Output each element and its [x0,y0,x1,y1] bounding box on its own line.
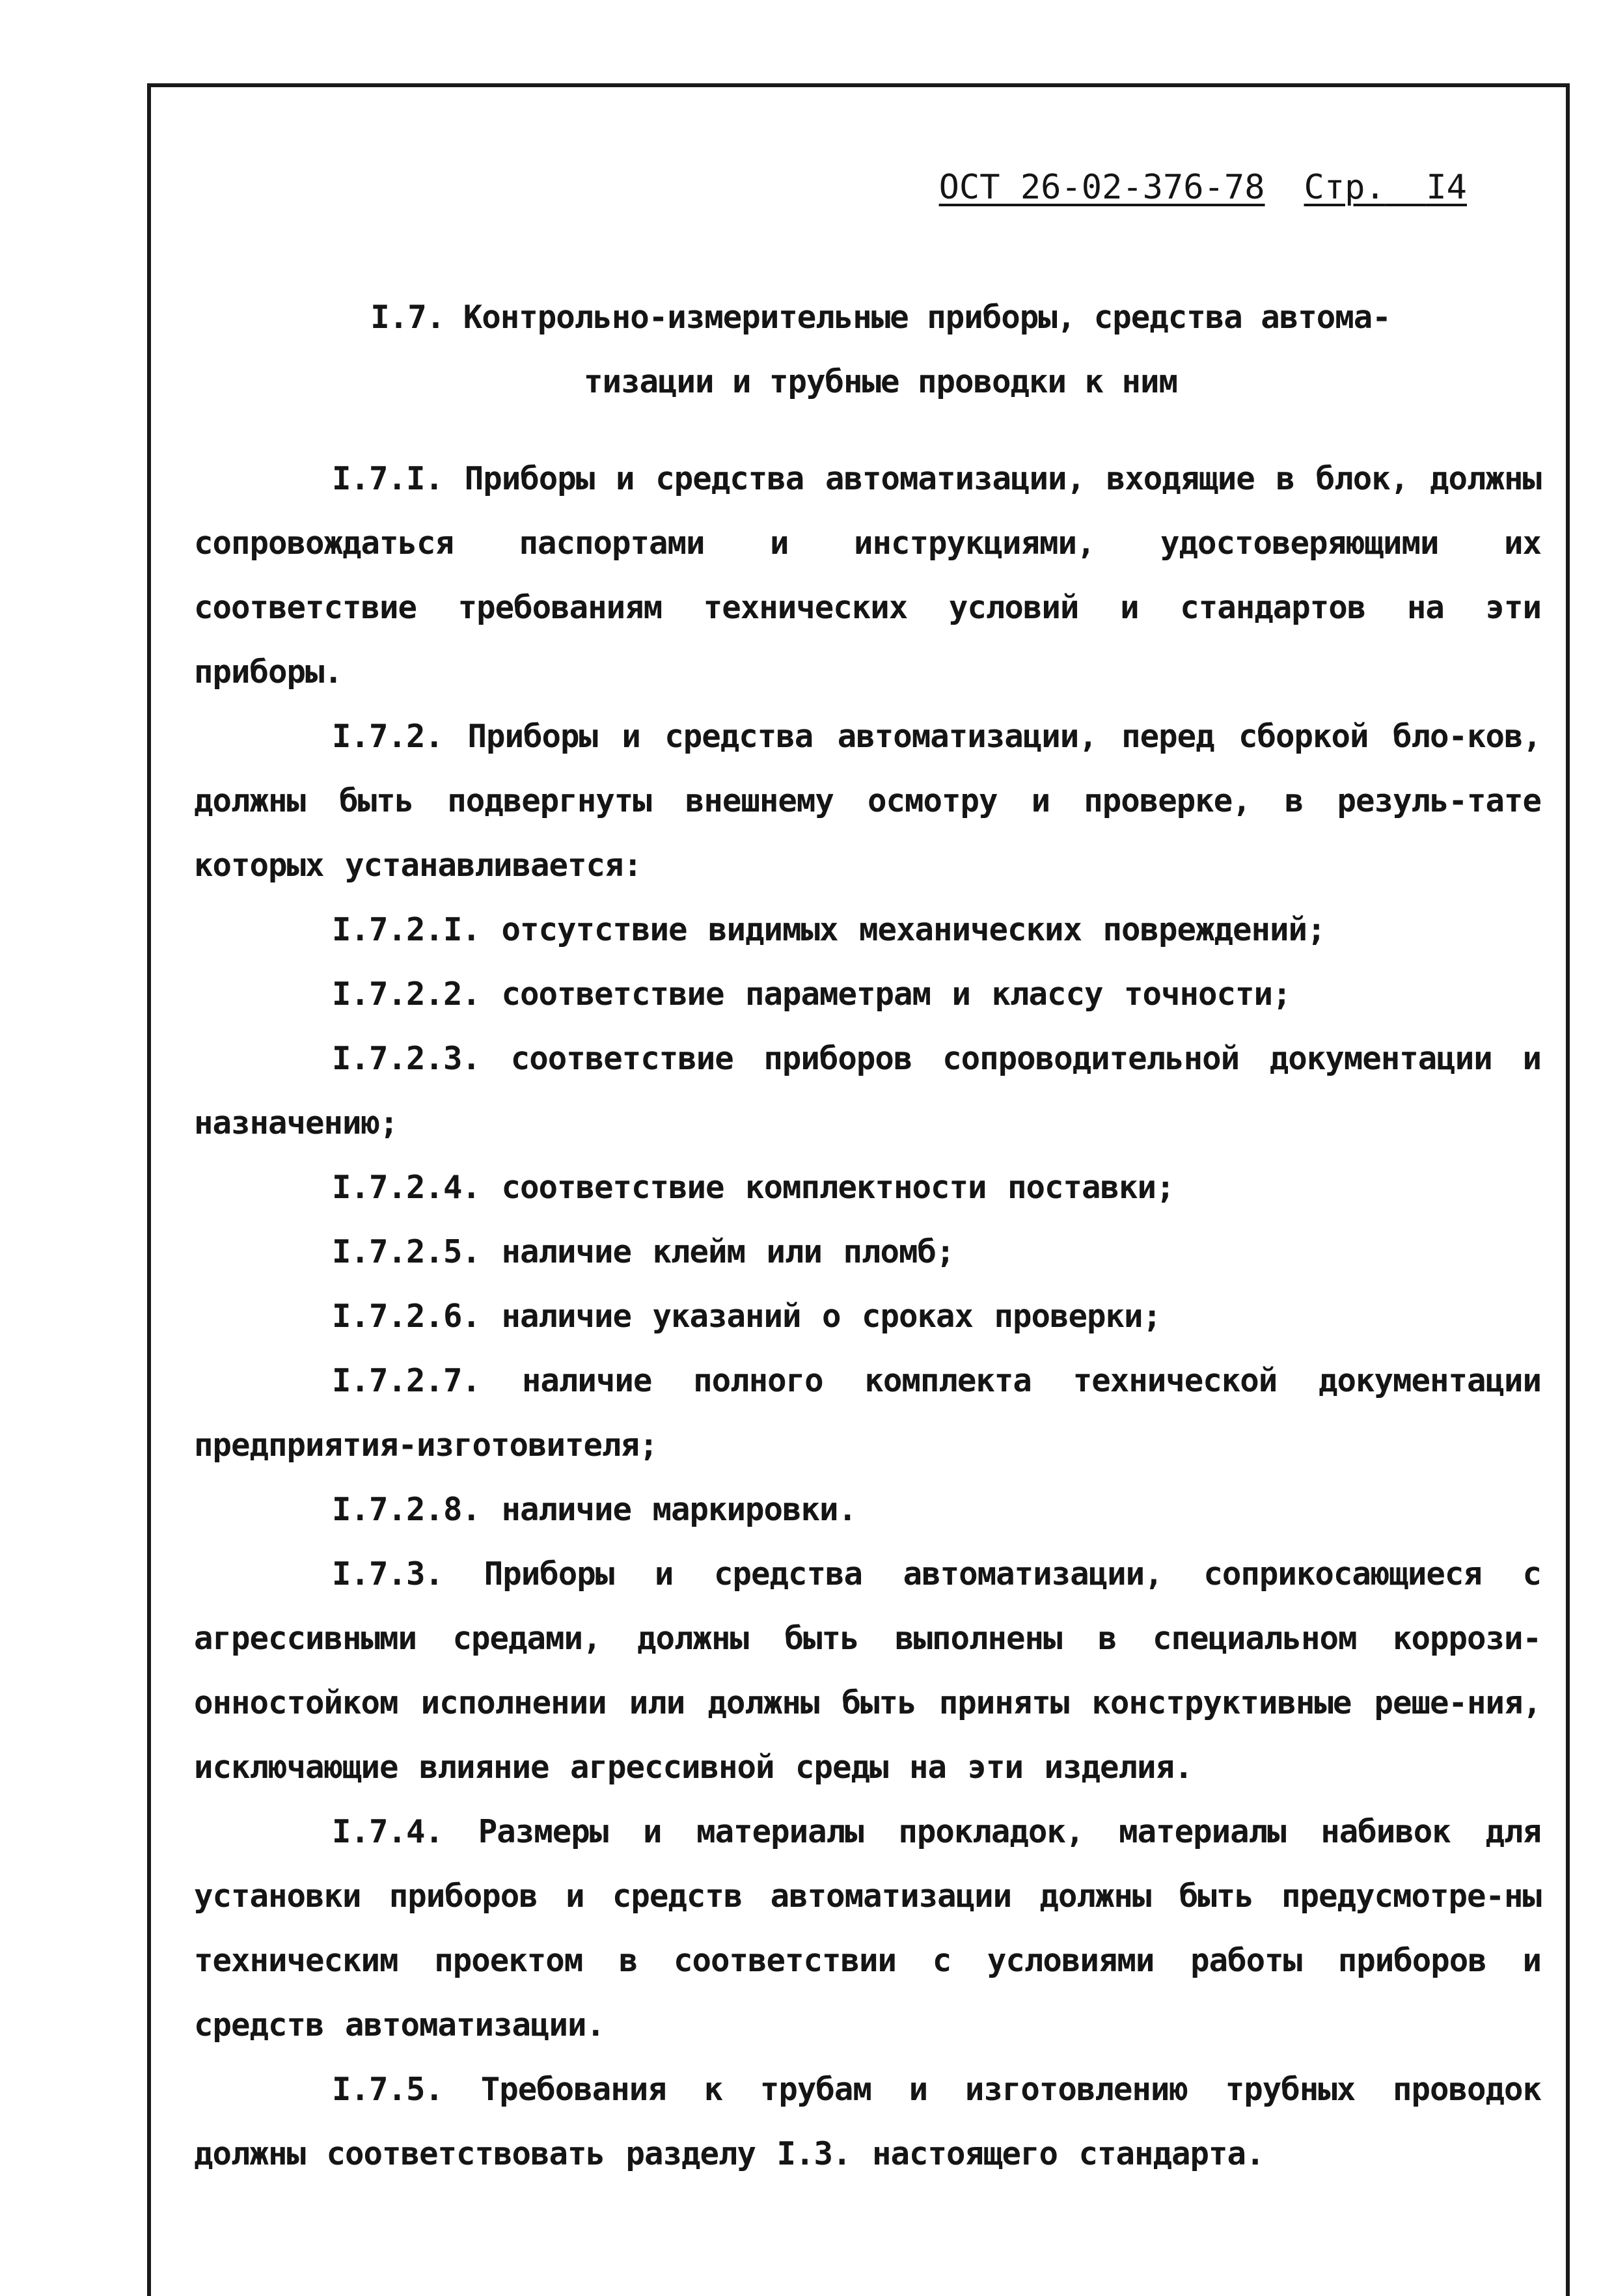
paragraph-number: I.7.2.3. [332,1040,481,1077]
paragraph-text: наличие клейм или пломб; [501,1233,955,1270]
section-title [194,285,1541,414]
paragraph-1-7-2-8 [194,1477,1541,1542]
paragraph-1-7-2 [194,704,1541,897]
paragraph-number: I.7.4. [332,1813,444,1850]
paragraph-text: Приборы и средства автоматизации, соприкосающиеся с агрессивными средами, должны быть выполнены в специальном коррози-онностойком исполнении или должны быть приняты конструктивные реше-ния, исключающие влияние агрессивной среды на эти изделия. [194,1555,1541,1786]
paragraph-text: наличие маркировки. [501,1491,857,1528]
paragraph-1-7-2-2 [194,962,1541,1026]
paragraph-text: соответствие параметрам и классу точности; [501,976,1291,1013]
paragraph-1-7-1 [194,446,1541,704]
section-title-line-1: I.7. Контрольно-измерительные приборы, средства автома- [370,299,1391,336]
document-body [194,285,1541,2186]
paragraph-text: Приборы и средства автоматизации, перед сборкой бло-ков, должны быть подвергнуты внешнему осмотру и проверке, в резуль-тате которых устанавливается: [194,718,1541,884]
paragraph-text: соответствие комплектности поставки; [501,1169,1175,1206]
page-header [939,168,1532,207]
paragraph-1-7-3 [194,1542,1541,1799]
paragraph-number: I.7.2.4. [332,1169,481,1206]
paragraph-1-7-2-1 [194,897,1541,962]
paragraph-1-7-2-5 [194,1220,1541,1284]
paragraph-text: наличие указаний о сроках проверки; [501,1298,1162,1335]
paragraph-number: I.7.I. [332,460,444,497]
paragraph-1-7-2-4 [194,1155,1541,1220]
paragraph-1-7-4 [194,1799,1541,2057]
paragraph-text: Размеры и материалы прокладок, материалы набивок для установки приборов и средств автоматизации должны быть предусмотре-ны техническим проектом в соответствии с условиями работы приборов и средств автоматизации. [194,1813,1541,2043]
paragraph-number: I.7.2.6. [332,1298,481,1335]
paragraph-1-7-2-7 [194,1348,1541,1477]
page-label: Стр. [1304,168,1386,207]
paragraph-text: Требования к трубам и изготовлению трубных проводок должны соответствовать разделу I.3. настоящего стандарта. [194,2071,1541,2172]
paragraph-text: Приборы и средства автоматизации, входящие в блок, должны сопровождаться паспортами и инструкциями, удостоверяющими их соответствие требованиям технических условий и стандартов на эти приборы. [194,460,1541,690]
paragraph-number: I.7.3. [332,1555,444,1592]
paragraph-number: I.7.2. [332,718,444,755]
paragraph-number: I.7.2.2. [332,976,481,1013]
paragraph-text: соответствие приборов сопроводительной документации и назначению; [194,1040,1541,1141]
paragraph-1-7-5 [194,2057,1541,2186]
document-code: ОСТ 26-02-376-78 [938,168,1265,207]
paragraph-1-7-2-6 [194,1284,1541,1348]
paragraph-number: I.7.2.7. [332,1362,481,1399]
paragraph-1-7-2-3 [194,1026,1541,1155]
paragraph-text: наличие полного комплекта технической документации предприятия-изготовителя; [194,1362,1541,1464]
paragraph-number: I.7.2.5. [332,1233,481,1270]
page-number: I4 [1426,168,1467,207]
paragraph-number: I.7.2.8. [332,1491,481,1528]
paragraph-number: I.7.2.I. [332,911,481,948]
paragraph-number: I.7.5. [332,2071,444,2108]
paragraph-text: отсутствие видимых механических повреждений; [501,911,1326,948]
section-title-line-2: тизации и трубные проводки к ним [583,363,1177,400]
